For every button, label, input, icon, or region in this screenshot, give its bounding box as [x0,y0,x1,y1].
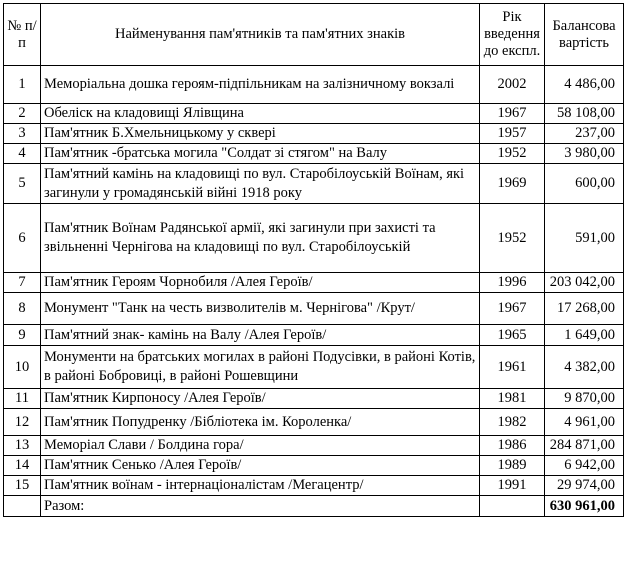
total-value: 630 961,00 [545,496,624,517]
row-number: 2 [4,104,41,124]
header-value: Балансова вартість [545,4,624,66]
monument-name: Пам'ятний камінь на кладовищі по вул. Старобілоуській Воїнам, які загинули у громадянській війні 1918 року [41,164,480,204]
balance-value: 4 961,00 [545,409,624,436]
commissioning-year: 1969 [480,164,545,204]
balance-value: 9 870,00 [545,389,624,409]
commissioning-year: 1996 [480,273,545,293]
row-number: 3 [4,124,41,144]
table-row [4,124,624,144]
table-row [4,409,624,436]
total-year-cell [480,496,545,517]
table-row [4,144,624,164]
total-num-cell [4,496,41,517]
commissioning-year: 1965 [480,325,545,346]
balance-value: 17 268,00 [545,293,624,325]
row-number: 10 [4,346,41,389]
monument-name: Меморіальна дошка героям-підпільникам на залізничному вокзалі [41,66,480,104]
header-year: Рік введення до експл. [480,4,545,66]
row-number: 5 [4,164,41,204]
commissioning-year: 1967 [480,104,545,124]
monument-name: Пам'ятник Кирпоносу /Алея Героїв/ [41,389,480,409]
balance-value: 203 042,00 [545,273,624,293]
monument-name: Пам'ятний знак- камінь на Валу /Алея Героїв/ [41,325,480,346]
monument-name: Пам'ятник Попудренку /Бібліотека ім. Короленка/ [41,409,480,436]
row-number: 1 [4,66,41,104]
commissioning-year: 1952 [480,204,545,273]
row-number: 14 [4,456,41,476]
table-row [4,204,624,273]
monument-name: Пам'ятник Воїнам Радянської армії, які загинули при захисті та звільненні Чернігова на кладовищі по вул. Старобілоуській [41,204,480,273]
table-row [4,66,624,104]
monument-name: Обеліск на кладовищі Ялівщина [41,104,480,124]
row-number: 9 [4,325,41,346]
table-row [4,456,624,476]
table-row [4,104,624,124]
monument-name: Меморіал Слави / Болдина гора/ [41,436,480,456]
row-number: 7 [4,273,41,293]
commissioning-year: 1991 [480,476,545,496]
monuments-table [3,3,624,517]
balance-value: 4 382,00 [545,346,624,389]
commissioning-year: 1961 [480,346,545,389]
row-number: 12 [4,409,41,436]
commissioning-year: 1952 [480,144,545,164]
row-number: 11 [4,389,41,409]
header-name: Найменування пам'ятників та пам'ятних знаків [41,4,480,66]
row-number: 15 [4,476,41,496]
balance-value: 600,00 [545,164,624,204]
monument-name: Пам'ятник Б.Хмельницькому у сквері [41,124,480,144]
monument-name: Пам'ятник -братська могила "Солдат зі стягом" на Валу [41,144,480,164]
balance-value: 3 980,00 [545,144,624,164]
balance-value: 4 486,00 [545,66,624,104]
total-label: Разом: [41,496,480,517]
table-row [4,436,624,456]
balance-value: 6 942,00 [545,456,624,476]
commissioning-year: 1989 [480,456,545,476]
header-row [4,4,624,66]
monument-name: Монумент "Танк на честь визволителів м. Чернігова" /Крут/ [41,293,480,325]
monument-name: Пам'ятник Сенько /Алея Героїв/ [41,456,480,476]
monument-name: Пам'ятник воїнам - інтернаціоналістам /Мегацентр/ [41,476,480,496]
row-number: 8 [4,293,41,325]
table-row [4,476,624,496]
balance-value: 591,00 [545,204,624,273]
table-row [4,346,624,389]
table-body [4,66,624,496]
table-row [4,273,624,293]
monument-name: Монументи на братських могилах в районі Подусівки, в районі Котів, в районі Бобровиці, в районі Рошевщини [41,346,480,389]
row-number: 4 [4,144,41,164]
balance-value: 284 871,00 [545,436,624,456]
commissioning-year: 1981 [480,389,545,409]
table-row [4,325,624,346]
header-num: № п/п [4,4,41,66]
table-row [4,293,624,325]
monument-name: Пам'ятник Героям Чорнобиля /Алея Героїв/ [41,273,480,293]
row-number: 6 [4,204,41,273]
balance-value: 237,00 [545,124,624,144]
balance-value: 29 974,00 [545,476,624,496]
row-number: 13 [4,436,41,456]
balance-value: 58 108,00 [545,104,624,124]
commissioning-year: 1982 [480,409,545,436]
total-row [4,496,624,517]
table-row [4,164,624,204]
table-row [4,389,624,409]
commissioning-year: 2002 [480,66,545,104]
commissioning-year: 1967 [480,293,545,325]
commissioning-year: 1957 [480,124,545,144]
balance-value: 1 649,00 [545,325,624,346]
commissioning-year: 1986 [480,436,545,456]
